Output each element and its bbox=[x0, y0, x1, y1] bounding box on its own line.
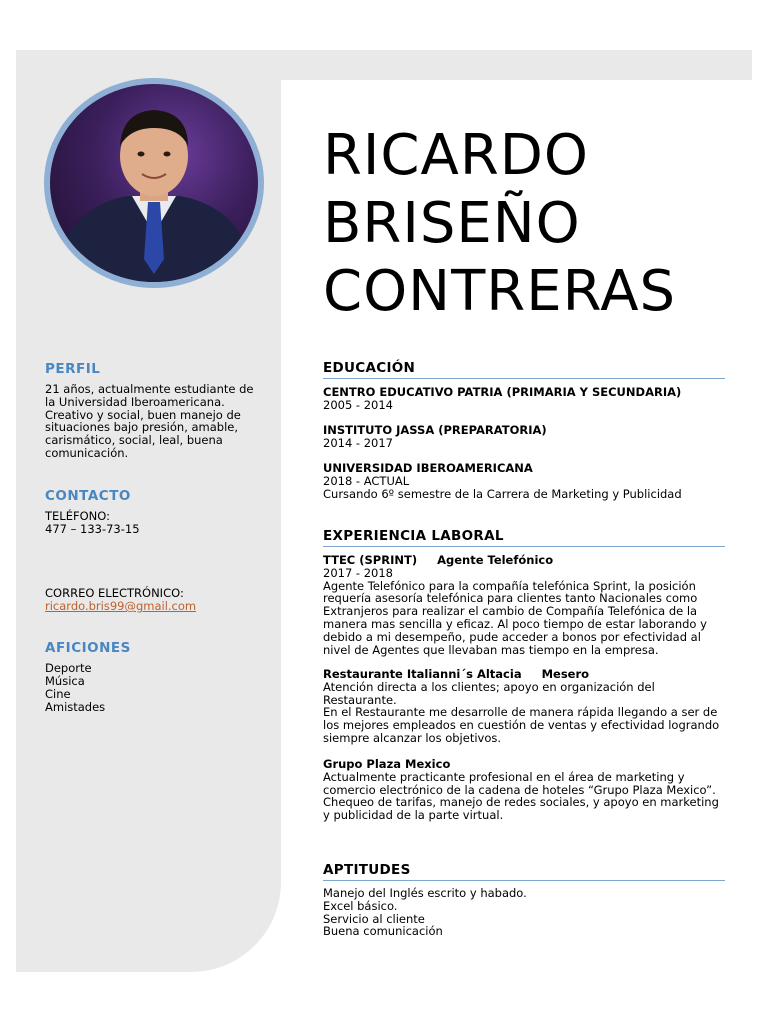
school-dates: 2005 - 2014 bbox=[323, 397, 393, 412]
phone-label: TELÉFONO: bbox=[45, 509, 110, 523]
aficion-item: Música bbox=[45, 674, 85, 688]
email-link[interactable]: ricardo.bris99@gmail.com bbox=[45, 599, 197, 613]
profile-photo bbox=[50, 84, 258, 282]
aptitud-item: Buena comunicación bbox=[323, 924, 443, 939]
aptitud-item: Manejo del Inglés escrito y habado. bbox=[323, 886, 527, 900]
job-entry bbox=[323, 758, 728, 822]
school-dates: 2014 - 2017 bbox=[323, 435, 393, 450]
job-description: En el Restaurante me desarrolle de manera rápida llegando a ser de los mejores empleados en cuestión de ventas y efectividad logrando siempre alcanzar los objetivos. bbox=[323, 705, 720, 745]
name-line-1: RICARDO bbox=[323, 123, 589, 188]
education-entry bbox=[323, 462, 728, 500]
aficion-item: Amistades bbox=[45, 700, 106, 714]
aficiones-heading: AFICIONES bbox=[45, 640, 131, 656]
school-dates: 2018 - ACTUAL bbox=[323, 473, 410, 488]
education-entry bbox=[323, 386, 728, 412]
job-company: Restaurante Italianni´s Altacia bbox=[323, 667, 522, 681]
job-description: Actualmente practicante profesional en el área de marketing y comercio electrónico de la cadena de hoteles “Grupo Plaza Mexico”. Chequeo de tarifas, manejo de redes sociales, y apoyo en marketing y publicidad de la parte virtual. bbox=[323, 769, 719, 823]
aficion-item: Cine bbox=[45, 687, 71, 701]
education-entry bbox=[323, 424, 728, 450]
job-role: Mesero bbox=[541, 667, 590, 681]
email-label: CORREO ELECTRÓNICO: bbox=[45, 586, 184, 600]
name-line-3: CONTRERAS bbox=[323, 259, 677, 324]
aptitudes-list bbox=[323, 887, 728, 938]
full-name bbox=[323, 122, 676, 326]
school-name: UNIVERSIDAD IBEROAMERICANA bbox=[323, 461, 533, 475]
perfil-text: 21 años, actualmente estudiante de la Universidad Iberoamericana. Creativo y social, buen manejo de situaciones bajo presión, amable, carismático, social, leal, buena comunicación. bbox=[45, 382, 254, 460]
name-line-2: BRISEÑO bbox=[323, 191, 581, 256]
school-note: Cursando 6º semestre de la Carrera de Marketing y Publicidad bbox=[323, 486, 682, 501]
aficion-item: Deporte bbox=[45, 661, 92, 675]
aptitudes-heading: APTITUDES bbox=[323, 862, 725, 881]
school-name: INSTITUTO JASSA (PREPARATORIA) bbox=[323, 423, 547, 437]
school-name: CENTRO EDUCATIVO PATRIA (PRIMARIA Y SECUNDARIA) bbox=[323, 385, 682, 399]
job-company: Grupo Plaza Mexico bbox=[323, 757, 451, 771]
job-role: Agente Telefónico bbox=[437, 553, 554, 567]
aptitud-item: Excel básico. bbox=[323, 898, 398, 913]
job-description: Agente Telefónico para la compañía telefónica Sprint, la posición requería asesoría telefónica para clientes tanto Nacionales como Extranjeros para realizar el cambio de Compañía Telefónica de la manera mas sencilla y eficaz. Al poco tiempo de estar laborando y debido a mi desempeño, pude acceder a bonos por efectividad al nivel de Agentes que llevaban mas tiempo en la empresa. bbox=[323, 578, 707, 657]
experiencia-heading: EXPERIENCIA LABORAL bbox=[323, 528, 725, 547]
job-dates: 2017 - 2018 bbox=[323, 565, 393, 580]
job-header bbox=[323, 668, 728, 681]
job-entry bbox=[323, 554, 728, 656]
job-header bbox=[323, 554, 728, 567]
job-description: Atención directa a los clientes; apoyo en organización del Restaurante. bbox=[323, 679, 655, 707]
person-portrait-icon bbox=[50, 84, 258, 282]
job-company: TTEC (SPRINT) bbox=[323, 553, 418, 567]
job-entry bbox=[323, 668, 728, 745]
contacto-heading: CONTACTO bbox=[45, 488, 131, 504]
phone-value: 477 – 133-73-15 bbox=[45, 522, 140, 536]
email-link-wrap bbox=[45, 600, 265, 613]
educacion-heading: EDUCACIÓN bbox=[323, 360, 725, 379]
aptitud-item: Servicio al cliente bbox=[323, 911, 425, 926]
perfil-heading: PERFIL bbox=[45, 361, 101, 377]
